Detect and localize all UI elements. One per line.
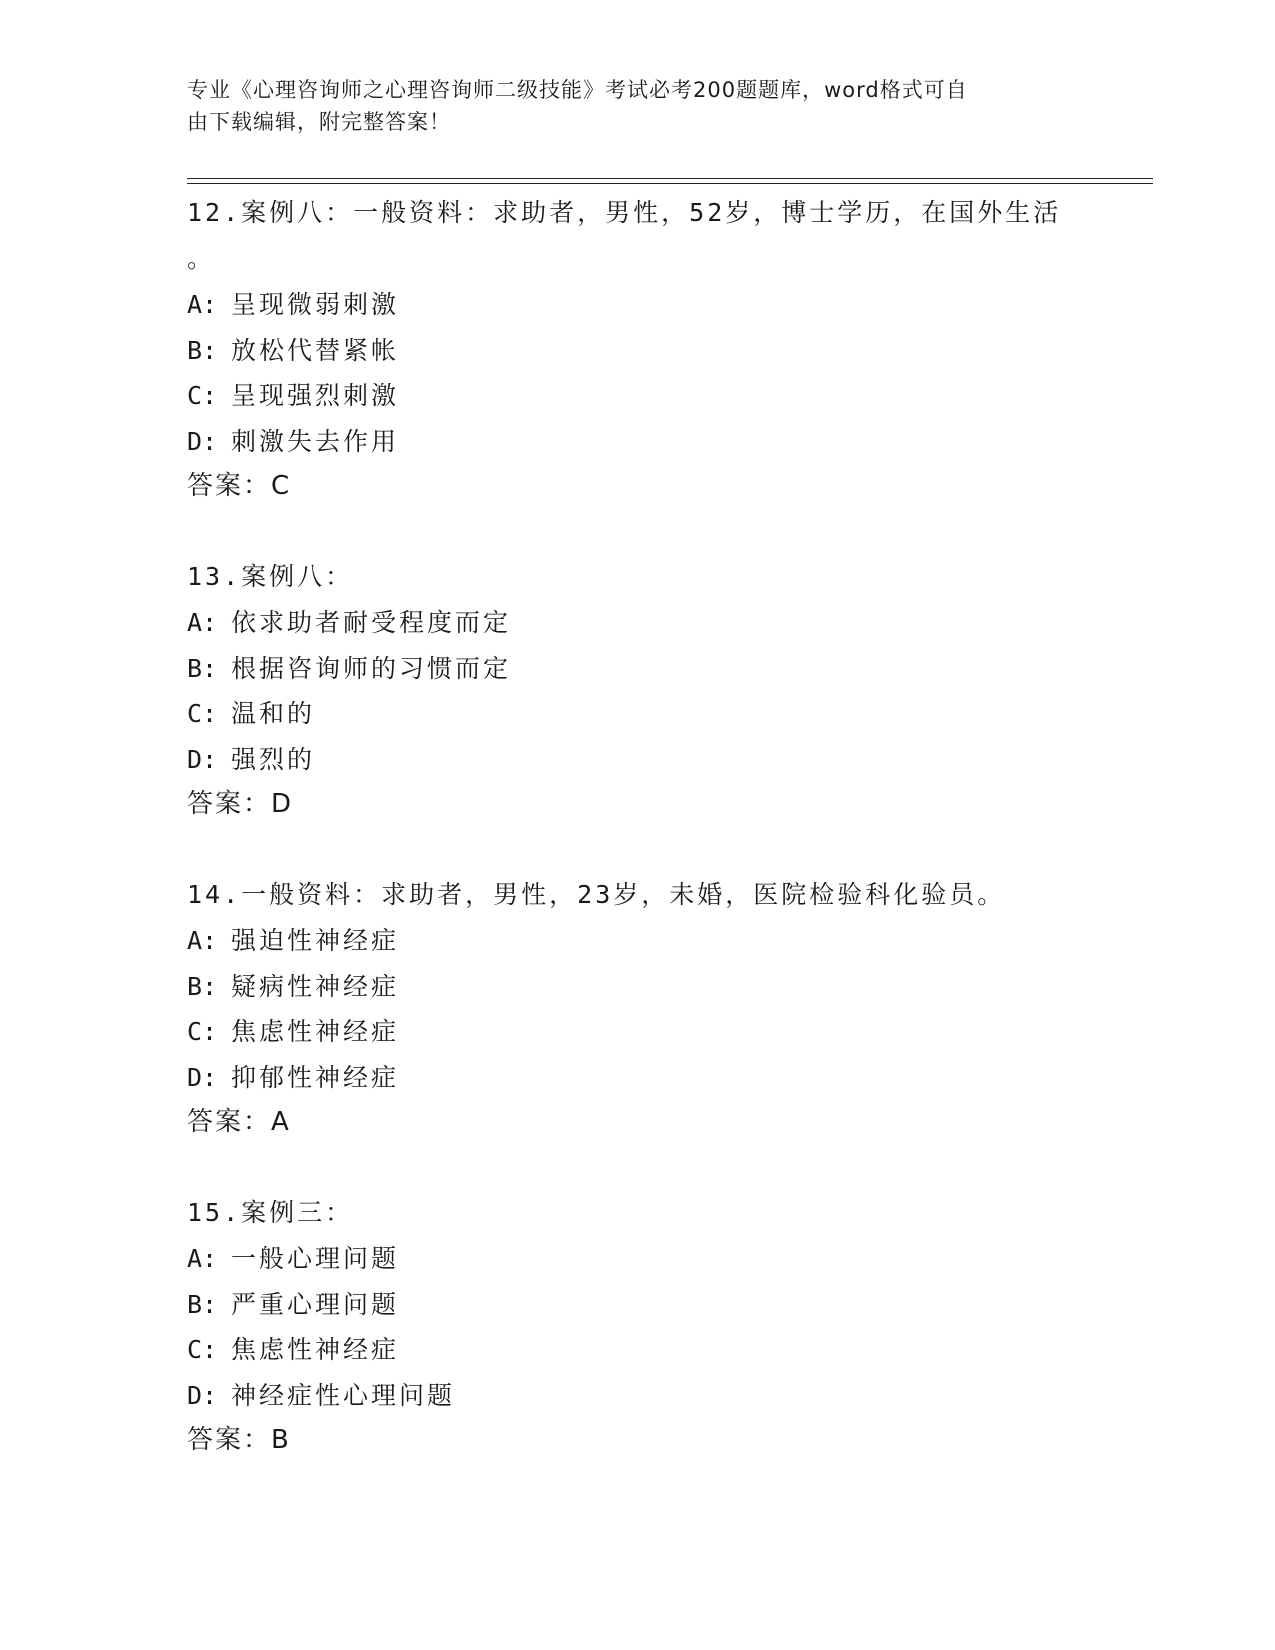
option-letter: B: bbox=[187, 653, 218, 683]
question-list bbox=[187, 190, 1153, 1508]
option-d bbox=[187, 1055, 1153, 1101]
option-text: 依求助者耐受程度而定 bbox=[231, 608, 512, 637]
option-letter: C: bbox=[187, 381, 218, 410]
option-text: 一般心理问题 bbox=[231, 1244, 400, 1273]
option-text: 严重心理问题 bbox=[231, 1289, 400, 1319]
option-d bbox=[187, 1373, 1153, 1419]
option-letter: A: bbox=[187, 1244, 218, 1273]
option-letter: A: bbox=[187, 926, 218, 955]
option-a bbox=[187, 918, 1153, 964]
option-letter: D: bbox=[187, 426, 218, 456]
option-text: 强迫性神经症 bbox=[231, 926, 400, 955]
header-divider-top bbox=[187, 178, 1153, 179]
option-text: 抑郁性神经症 bbox=[231, 1062, 400, 1092]
header-line-1: 专业《心理咨询师之心理咨询师二级技能》考试必考200题题库，word格式可自 bbox=[187, 78, 968, 102]
option-text: 强烈的 bbox=[231, 744, 316, 774]
option-c bbox=[187, 373, 1153, 419]
option-letter: B: bbox=[187, 1289, 218, 1319]
option-b bbox=[187, 964, 1153, 1010]
option-c bbox=[187, 1327, 1153, 1373]
option-b bbox=[187, 328, 1153, 374]
option-a bbox=[187, 282, 1153, 328]
option-text: 神经症性心理问题 bbox=[231, 1380, 456, 1410]
option-text: 疑病性神经症 bbox=[231, 971, 400, 1001]
answer-line: 答案：B bbox=[187, 1425, 291, 1455]
option-d bbox=[187, 737, 1153, 783]
option-a bbox=[187, 1236, 1153, 1282]
option-b bbox=[187, 1282, 1153, 1328]
option-letter: B: bbox=[187, 335, 218, 365]
option-c bbox=[187, 1009, 1153, 1055]
option-letter: A: bbox=[187, 290, 218, 319]
option-text: 放松代替紧帐 bbox=[231, 335, 400, 365]
option-text: 呈现强烈刺激 bbox=[231, 381, 400, 410]
option-letter: C: bbox=[187, 699, 218, 728]
option-letter: C: bbox=[187, 1017, 218, 1046]
question-12 bbox=[187, 190, 1153, 509]
option-letter: C: bbox=[187, 1335, 218, 1364]
option-text: 焦虑性神经症 bbox=[231, 1335, 400, 1364]
answer-line: 答案：A bbox=[187, 1107, 291, 1137]
answer-line: 答案：D bbox=[187, 789, 294, 819]
option-text: 刺激失去作用 bbox=[231, 426, 400, 456]
option-letter: D: bbox=[187, 1380, 218, 1410]
option-d bbox=[187, 419, 1153, 465]
question-stem-continuation: 。 bbox=[187, 244, 213, 273]
question-13 bbox=[187, 554, 1153, 827]
option-letter: D: bbox=[187, 744, 218, 774]
header-divider-bottom bbox=[187, 183, 1153, 184]
question-stem: 13.案例八： bbox=[187, 562, 354, 591]
question-stem: 12.案例八：一般资料：求助者，男性，52岁，博士学历，在国外生活 bbox=[187, 198, 1062, 227]
option-text: 温和的 bbox=[231, 699, 316, 728]
question-15 bbox=[187, 1190, 1153, 1463]
option-b bbox=[187, 646, 1153, 692]
question-14 bbox=[187, 872, 1153, 1145]
option-a bbox=[187, 600, 1153, 646]
option-letter: D: bbox=[187, 1062, 218, 1092]
answer-line: 答案：C bbox=[187, 471, 292, 501]
header-line-2: 由下载编辑，附完整答案！ bbox=[187, 110, 451, 134]
option-letter: A: bbox=[187, 608, 218, 637]
option-text: 根据咨询师的习惯而定 bbox=[231, 653, 512, 683]
option-text: 呈现微弱刺激 bbox=[231, 290, 400, 319]
question-stem: 15.案例三： bbox=[187, 1198, 354, 1227]
option-text: 焦虑性神经症 bbox=[231, 1017, 400, 1046]
question-stem: 14.一般资料：求助者，男性，23岁，未婚，医院检验科化验员。 bbox=[187, 880, 1006, 909]
option-letter: B: bbox=[187, 971, 218, 1001]
document-header bbox=[187, 74, 1057, 138]
option-c bbox=[187, 691, 1153, 737]
